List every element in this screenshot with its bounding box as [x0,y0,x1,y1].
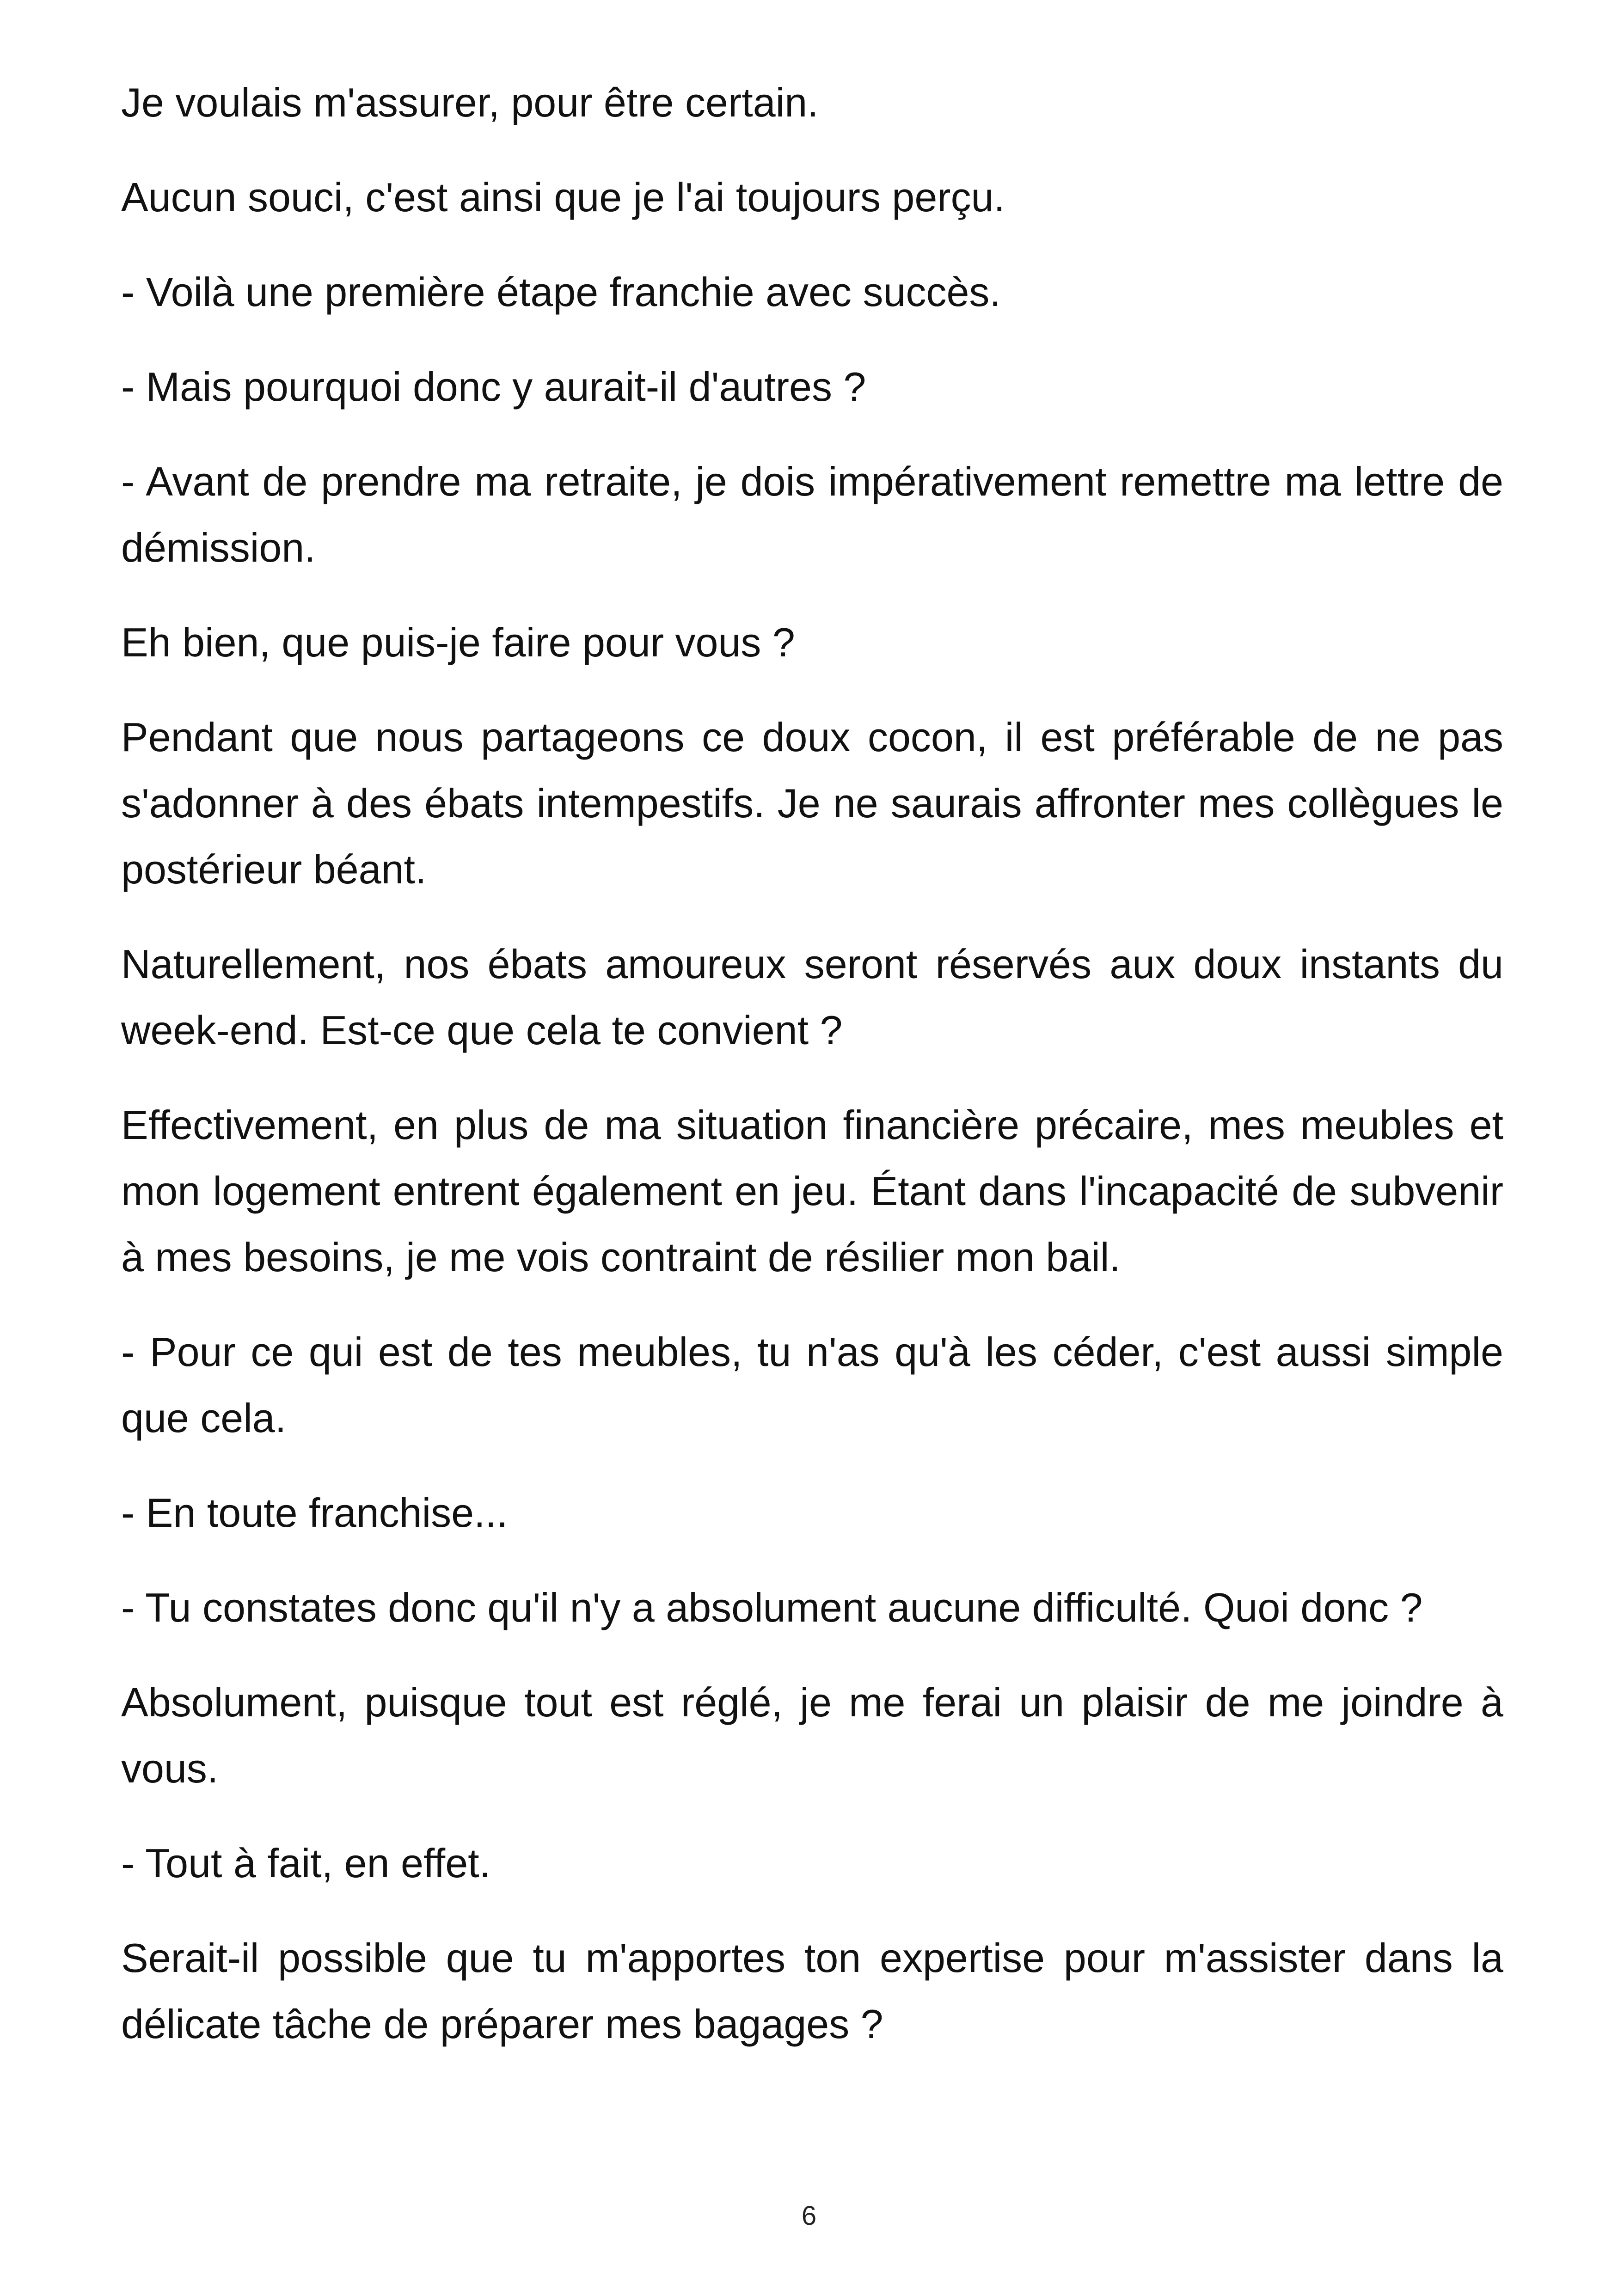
document-body [121,69,1503,2086]
paragraph: Pendant que nous partageons ce doux cocon, il est préférable de ne pas s'adonner à des ébats intempestifs. Je ne saurais affronter mes collègues le postérieur béant. [121,714,1503,892]
paragraph: Effectivement, en plus de ma situation financière précaire, mes meubles et mon logement entrent également en jeu. Étant dans l'incapacité de subvenir à mes besoins, je me vois contraint de résilier mon bail. [121,1102,1503,1280]
paragraph: Je voulais m'assurer, pour être certain. [121,80,819,125]
paragraph: - Mais pourquoi donc y aurait-il d'autres ? [121,364,866,410]
paragraph: Serait-il possible que tu m'apportes ton expertise pour m'assister dans la délicate tâche de préparer mes bagages ? [121,1935,1503,2047]
paragraph: - En toute franchise... [121,1490,508,1536]
paragraph: Absolument, puisque tout est réglé, je me ferai un plaisir de me joindre à vous. [121,1679,1503,1791]
paragraph: Naturellement, nos ébats amoureux seront réservés aux doux instants du week-end. Est-ce que cela te convient ? [121,941,1503,1053]
paragraph: - Tu constates donc qu'il n'y a absolument aucune difficulté. Quoi donc ? [121,1585,1423,1630]
paragraph: - Avant de prendre ma retraite, je dois impérativement remettre ma lettre de démission. [121,459,1503,570]
paragraph: Eh bien, que puis-je faire pour vous ? [121,619,795,665]
paragraph: - Pour ce qui est de tes meubles, tu n'as qu'à les céder, c'est aussi simple que cela. [121,1329,1503,1441]
paragraph: - Voilà une première étape franchie avec succès. [121,269,1001,315]
page-number: 6 [801,2201,817,2231]
paragraph: - Tout à fait, en effet. [121,1840,491,1886]
paragraph: Aucun souci, c'est ainsi que je l'ai toujours perçu. [121,174,1005,220]
